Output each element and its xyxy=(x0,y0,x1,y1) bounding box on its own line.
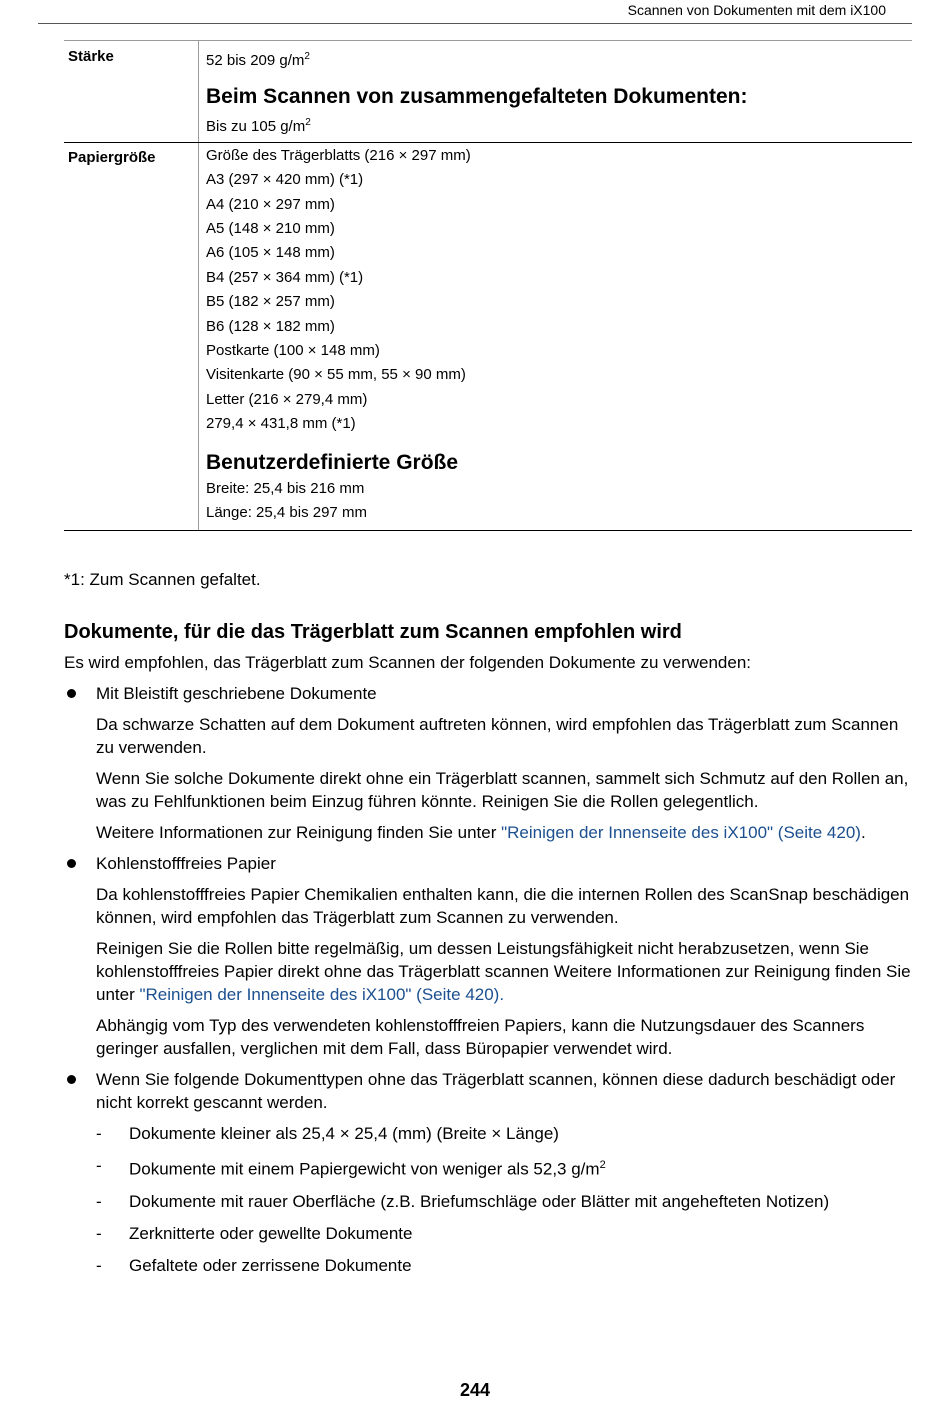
cleaning-link[interactable]: "Reinigen der Innenseite des iX100" (Seite 420) xyxy=(501,823,861,842)
paper-size-item: A6 (105 × 148 mm) xyxy=(206,244,335,262)
bullet-carbonless-paper xyxy=(64,852,914,1060)
section-intro: Es wird empfohlen, das Trägerblatt zum Scannen der folgenden Dokumente zu verwenden: xyxy=(64,653,752,672)
page-header xyxy=(0,0,950,24)
paragraph: Abhängig vom Typ des verwendeten kohlenstofffreien Papiers, kann die Nutzungsdauer des Scanners geringer ausfallen, verglichen mit dem Fall, dass Büropapier verwendet wird. xyxy=(96,1016,865,1058)
table-row-thickness xyxy=(64,41,912,143)
bullet-icon xyxy=(67,859,76,868)
paper-size-item: 279,4 × 431,8 mm (*1) xyxy=(206,415,356,433)
paper-size-item: A3 (297 × 420 mm) (*1) xyxy=(206,171,364,189)
footnote: *1: Zum Scannen gefaltet. xyxy=(64,570,261,589)
folded-value: Bis zu 105 $g/m^2$ xyxy=(206,117,311,136)
bullet-document-types xyxy=(64,1068,914,1277)
paper-size-item: A5 (148 × 210 mm) xyxy=(206,220,335,238)
paragraph: Da schwarze Schatten auf dem Dokument auftreten können, wird empfohlen das Trägerblatt zum Scannen zu verwenden. xyxy=(96,715,899,757)
paper-size-item: A4 (210 × 297 mm) xyxy=(206,195,335,213)
paper-size-values xyxy=(198,143,912,530)
paper-size-item: B4 (257 × 364 mm) (*1) xyxy=(206,268,364,286)
table-row-paper-size xyxy=(64,143,912,531)
custom-size-length: Länge: 25,4 bis 297 mm xyxy=(206,504,367,522)
paper-size-item: Visitenkarte (90 × 55 mm, 55 × 90 mm) xyxy=(206,366,466,384)
bullet-title: Mit Bleistift geschriebene Dokumente xyxy=(96,684,377,703)
list-item: - Zerknitterte oder gewellte Dokumente xyxy=(96,1223,413,1243)
spec-table xyxy=(64,40,912,531)
paper-size-item: Letter (216 × 279,4 mm) xyxy=(206,390,368,408)
bullet-pencil-documents xyxy=(64,682,914,844)
paragraph: Reinigen Sie die Rollen bitte regelmäßig, um dessen Leistungsfähigkeit nicht herabzusetzen, wenn Sie kohlenstofffreies Papier direkt ohne das Trägerblatt scannen Weitere Informationen zur Reinigung finden Sie unter "Reinigen der Innenseite des iX100" (Seite 420). xyxy=(96,939,911,1004)
dash-list xyxy=(96,1122,914,1277)
paper-size-item: B6 (128 × 182 mm) xyxy=(206,317,335,335)
custom-size-width: Breite: 25,4 bis 216 mm xyxy=(206,479,365,497)
header-rule xyxy=(38,23,912,24)
bullet-icon xyxy=(67,689,76,698)
section-title: Dokumente, für die das Trägerblatt zum Scannen empfohlen wird xyxy=(64,621,682,643)
thickness-label: Stärke xyxy=(68,48,114,65)
list-item: - Dokumente mit einem Papiergewicht von weniger als 52,3 $g/m^2$ xyxy=(96,1156,606,1179)
header-title: Scannen von Dokumenten mit dem iX100 xyxy=(627,2,886,18)
paper-size-item: Postkarte (100 × 148 mm) xyxy=(206,342,380,360)
custom-size-heading: Benutzerdefinierte Größe xyxy=(206,450,459,474)
paragraph: Da kohlenstofffreies Papier Chemikalien enthalten kann, die die internen Rollen des ScanSnap beschädigen können, wird empfohlen das Trägerblatt zum Scannen zu verwenden. xyxy=(96,885,910,927)
paragraph: Weitere Informationen zur Reinigung finden Sie unter "Reinigen der Innenseite des iX100" (Seite 420). xyxy=(96,823,866,842)
list-item: - Dokumente kleiner als 25,4 × 25,4 (mm) (Breite × Länge) xyxy=(96,1124,559,1143)
thickness-values xyxy=(198,41,912,142)
bullet-title: Wenn Sie folgende Dokumenttypen ohne das Trägerblatt scannen, können diese dadurch beschädigt oder nicht korrekt gescannt werden. xyxy=(96,1070,896,1112)
page-number: 244 xyxy=(459,1380,491,1400)
thickness-value: 52 bis 209 $g/m^2$ xyxy=(206,51,310,69)
cleaning-link[interactable]: "Reinigen der Innenseite des iX100" (Seite 420). xyxy=(139,985,505,1004)
paper-size-label: Papiergröße xyxy=(68,148,156,166)
bullet-icon xyxy=(67,1075,76,1084)
main-content xyxy=(64,618,914,1286)
folded-heading: Beim Scannen von zusammengefalteten Dokumenten: xyxy=(206,85,748,109)
paragraph: Wenn Sie solche Dokumente direkt ohne ein Trägerblatt scannen, sammelt sich Schmutz auf den Rollen an, was zu Fehlfunktionen beim Einzug führen könnte. Reinigen Sie die Rollen gelegentlich. xyxy=(96,769,909,811)
list-item: - Gefaltete oder zerrissene Dokumente xyxy=(96,1255,412,1275)
list-item: - Dokumente mit rauer Oberfläche (z.B. Briefumschläge oder Blätter mit angehefteten Notizen) xyxy=(96,1191,830,1211)
bullet-title: Kohlenstofffreies Papier xyxy=(96,854,276,873)
paper-size-item: B5 (182 × 257 mm) xyxy=(206,293,335,311)
paper-size-item: Größe des Trägerblatts (216 × 297 mm) xyxy=(206,146,471,164)
